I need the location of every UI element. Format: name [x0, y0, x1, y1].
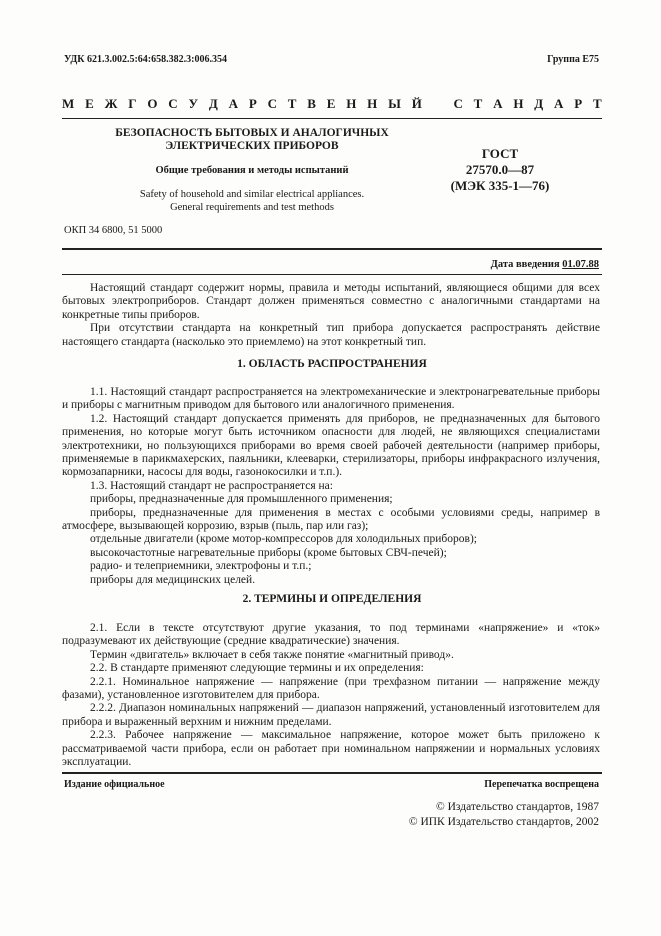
intro-paragraph: При отсутствии стандарта на конкретный тип прибора допускается распространять действие настоящего стандарта (насколько это приемлемо) на этот конкретный тип. [62, 322, 600, 348]
intro-date-label: Дата введения [490, 259, 563, 270]
section-1-paragraph: отдельные двигатели (кроме мотор-компрессоров для холодильных приборов); [90, 533, 477, 546]
interstate-standard-banner [62, 96, 602, 112]
banner-letter: Н [513, 96, 524, 111]
banner-letter: Р [574, 96, 583, 111]
banner-letter: Н [367, 96, 378, 111]
intro-text [62, 282, 600, 349]
section-1-body [62, 386, 600, 587]
title-line-1: БЕЗОПАСНОСТЬ БЫТОВЫХ И АНАЛОГИЧНЫХ [115, 127, 389, 139]
section-2-paragraph: 2.2.1. Номинальное напряжение — напряжение (при трехфазном питании — напряжение между фазами), установленное изготовителем для прибора. [62, 675, 600, 702]
english-title-line-2: General requirements and test methods [170, 202, 334, 213]
section-1-paragraph: 1.2. Настоящий стандарт допускается применять для приборов, не предназначенных для бытового применения, но которые могут быть источником опасности для людей, не являющихся специалистами электротехники, но пользующихся приборами во время своей рабочей деятельности (например приборы, применяемые в парикмахерских, паяльники, клееварки, стерилизаторы, приборы инфракрасного излучения, кормозапарники, насосы для воды, газонокосилки и т.п.). [62, 412, 600, 479]
section-1-paragraph: приборы, предназначенные для промышленного применения; [90, 493, 393, 506]
reprint-prohibited: Перепечатка воспрещена [484, 779, 599, 790]
banner-letter: Н [346, 96, 357, 111]
banner-letter: Т [473, 96, 483, 111]
gost-line-3: (МЭК 335-1—76) [450, 178, 550, 193]
banner-letter: Е [85, 96, 94, 111]
intro-paragraph: Настоящий стандарт содержит нормы, правила и методы испытаний, являющиеся общими для всех бытовых электроприборов. Стандарт должен применяться совместно с аналогичными стандартами на конкретные типы приборов. [62, 282, 600, 321]
section-2-body [62, 622, 600, 769]
banner-letter: М [62, 96, 75, 111]
english-title-line-1: Safety of household and similar electrical appliances. [139, 189, 365, 200]
banner-letter: Й [411, 96, 422, 111]
banner-letter: С [168, 96, 178, 111]
banner-letter: У [188, 96, 199, 111]
section-1-paragraph: приборы для медицинских целей. [90, 573, 256, 586]
banner-letter: Р [248, 96, 257, 111]
section-2-title: 2. ТЕРМИНЫ И ОПРЕДЕЛЕНИЯ [242, 593, 422, 605]
banner-letter: А [554, 96, 564, 111]
section-2-paragraph: 2.1. Если в тексте отсутствуют другие указания, то под терминами «напряжение» и «ток» подразумевают их действующие (средние квадратические) значения. [62, 622, 600, 648]
group-code: Группа Е75 [547, 54, 599, 65]
section-2-paragraph: Термин «двигатель» включает в себя также понятие «магнитный привод». [90, 648, 454, 661]
banner-gap [433, 96, 443, 112]
banner-letter: Д [208, 96, 218, 111]
date-rule [62, 274, 602, 275]
banner-letter: Т [593, 96, 602, 111]
okp-code: ОКП 34 6800, 51 5000 [64, 225, 163, 236]
section-1-paragraph: 1.3. Настоящий стандарт не распространяется на: [90, 479, 333, 492]
copyright-2002: © ИПК Издательство стандартов, 2002 [408, 816, 599, 828]
banner-letter: О [147, 96, 158, 111]
banner-letter: Ы [388, 96, 401, 111]
section-1-paragraph: радио- и телеприемники, электрофоны и т.п.; [90, 560, 312, 573]
section-2-paragraph: 2.2.3. Рабочее напряжение — максимальное напряжение, которое может быть приложено к рассматриваемой части прибора, если он работает при номинальном напряжении и нормальных условиях эксплуатации. [62, 729, 600, 769]
section-1-paragraph: высокочастотные нагревательные приборы (кроме бытовых СВЧ-печей); [90, 546, 447, 559]
official-edition: Издание официальное [64, 779, 165, 790]
banner-letter: Ж [104, 96, 118, 111]
section-1-paragraph: приборы, предназначенные для применения в местах с особыми условиями среды, например в атмосфере, вызывающей коррозию, взрыв (пыль, пар или газ); [62, 506, 600, 533]
title-line-2: ЭЛЕКТРИЧЕСКИХ ПРИБОРОВ [165, 140, 339, 152]
banner-letter: С [267, 96, 277, 111]
copyright-1987: © Издательство стандартов, 1987 [435, 801, 599, 813]
document-title [62, 127, 442, 153]
gost-line-1: ГОСТ [481, 146, 519, 161]
footer-rule [62, 772, 602, 774]
intro-date-value: 01.07.88 [562, 259, 599, 270]
section-2-paragraph: 2.2.2. Диапазон номинальных напряжений — диапазон напряжений, установленный изготовителем для прибора и выраженный верхним и нижним пределами. [62, 702, 600, 728]
banner-letter: Г [128, 96, 137, 111]
document-subtitle: Общие требования и методы испытаний [155, 165, 349, 176]
section-2-paragraph: 2.2. В стандарте применяют следующие термины и их определения: [90, 662, 424, 675]
banner-letter: А [228, 96, 238, 111]
banner-letter: А [493, 96, 503, 111]
banner-letter: В [307, 96, 316, 111]
banner-letter: Т [287, 96, 297, 111]
banner-letter: Д [534, 96, 544, 111]
section-1-paragraph: 1.1. Настоящий стандарт распространяется на электромеханические и электронагревательные приборы и приборы с магнитным приводом для бытового или аналогичного применения. [62, 386, 600, 412]
gost-line-2: 27570.0—87 [465, 162, 535, 177]
section-1-title: 1. ОБЛАСТЬ РАСПРОСТРАНЕНИЯ [237, 358, 427, 370]
banner-letter: С [453, 96, 463, 111]
intro-date [491, 259, 599, 270]
banner-letter: Е [326, 96, 336, 111]
gost-designation [430, 146, 570, 194]
english-title [62, 188, 442, 214]
title-block-rule [62, 248, 602, 250]
udk-code: УДК 621.3.002.5:64:658.382.3:006.354 [64, 54, 227, 65]
copyright-block [409, 800, 599, 830]
banner-rule [62, 118, 602, 119]
